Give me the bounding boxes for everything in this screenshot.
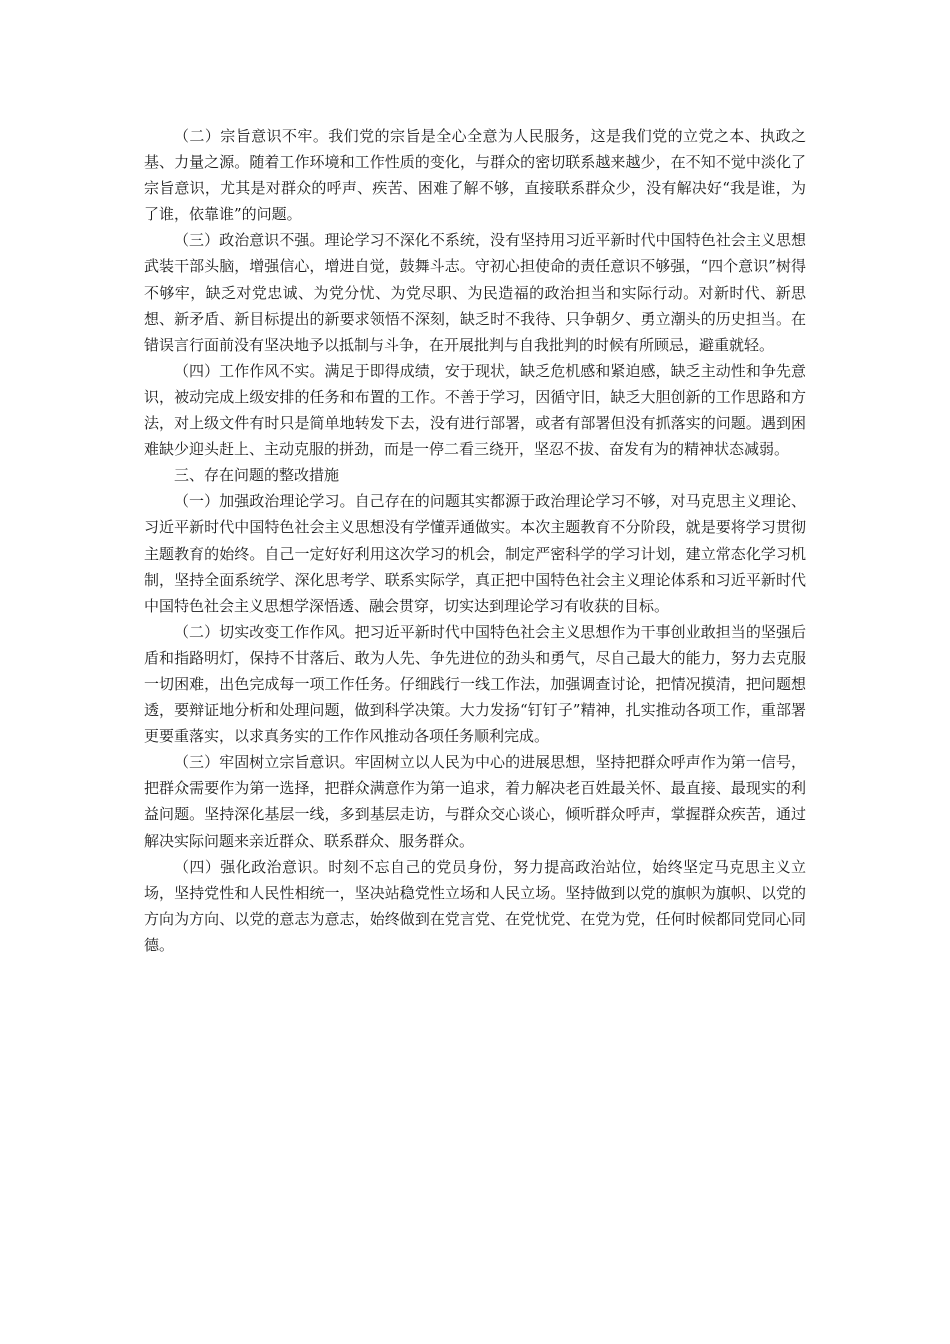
paragraph-zongzhi-yishi: （二）宗旨意识不牢。我们党的宗旨是全心全意为人民服务，这是我们党的立党之本、执政之基、力量之源。随着工作环境和工作性质的变化，与群众的密切联系越来越少，在不知不觉中淡化了宗旨意识，尤其是对群众的呼声、疾苦、困难了解不够，直接联系群众少，没有解决好“我是谁，为了谁，依靠谁”的问题。 — [144, 127, 806, 224]
paragraph-purpose-awareness: （三）牢固树立宗旨意识。牢固树立以人民为中心的进展思想，坚持把群众呼声作为第一信号，把群众需要作为第一选择，把群众满意作为第一追求，着力解决老百姓最关怀、最直接、最现实的利益问题。坚持深化基层一线，多到基层走访，与群众交心谈心，倾听群众呼声，掌握群众疾苦，通过解决实际问题来亲近群众、联系群众、服务群众。 — [144, 753, 806, 850]
paragraph-work-style: （二）切实改变工作作风。把习近平新时代中国特色社会主义思想作为干事创业敢担当的坚强后盾和指路明灯，保持不甘落后、敢为人先、争先进位的劲头和勇气，尽自己最大的能力，努力去克服一切困难，出色完成每一项工作任务。仔细践行一线工作法，加强调查讨论，把情况摸清，把问题想透，要辩证地分析和处理问题，做到科学决策。大力发扬“钉钉子”精神，扎实推动各项工作，重部署更要重落实，以求真务实的工作作风推动各项任务顺利完成。 — [144, 622, 806, 746]
paragraph-gongzuo-zuofeng: （四）工作作风不实。满足于即得成绩，安于现状，缺乏危机感和紧迫感，缺乏主动性和争先意识，被动完成上级安排的任务和布置的工作。不善于学习，因循守旧，缺乏大胆创新的工作思路和方法，对上级文件有时只是简单地转发下去，没有进行部署，或者有部署但没有抓落实的问题。遇到困难缺少迎头赶上、主动克服的拼劲，而是一停二看三绕开，坚忍不拔、奋发有为的精神状态减弱。 — [144, 361, 806, 459]
section-heading-rectification: 三、存在问题的整改措施 — [174, 466, 340, 485]
paragraph-zhengzhi-yishi: （三）政治意识不强。理论学习不深化不系统，没有坚持用习近平新时代中国特色社会主义思想武装干部头脑，增强信心，增进自觉，鼓舞斗志。守初心担使命的责任意识不够强，“四个意识”树得不够牢，缺乏对党忠诚、为党分忧、为党尽职、为民造福的政治担当和实际行动。对新时代、新思想、新矛盾、新目标提出的新要求领悟不深刻，缺乏时不我待、只争朝夕、勇立潮头的历史担当。在错误言行面前没有坚决地予以抵制与斗争，在开展批判与自我批判的时候有所顾忌，避重就轻。 — [144, 231, 806, 354]
document-body — [144, 123, 806, 958]
paragraph-political-awareness: （四）强化政治意识。时刻不忘自己的党员身份，努力提高政治站位，始终坚定马克思主义立场，坚持党性和人民性相统一，坚决站稳党性立场和人民立场。坚持做到以党的旗帜为旗帜、以党的方向为方向、以党的意志为意志，始终做到在党言党、在党忧党、在党为党，任何时候都同党同心同德。 — [144, 857, 806, 954]
paragraph-theory-study: （一）加强政治理论学习。自己存在的问题其实都源于政治理论学习不够，对马克思主义理论、习近平新时代中国特色社会主义思想没有学懂弄通做实。本次主题教育不分阶段，就是要将学习贯彻主题教育的始终。自己一定好好利用这次学习的机会，制定严密科学的学习计划，建立常态化学习机制，坚持全面系统学、深化思考学、联系实际学，真正把中国特色社会主义理论体系和习近平新时代中国特色社会主义思想学深悟透、融会贯穿，切实达到理论学习有收获的目标。 — [144, 492, 806, 615]
